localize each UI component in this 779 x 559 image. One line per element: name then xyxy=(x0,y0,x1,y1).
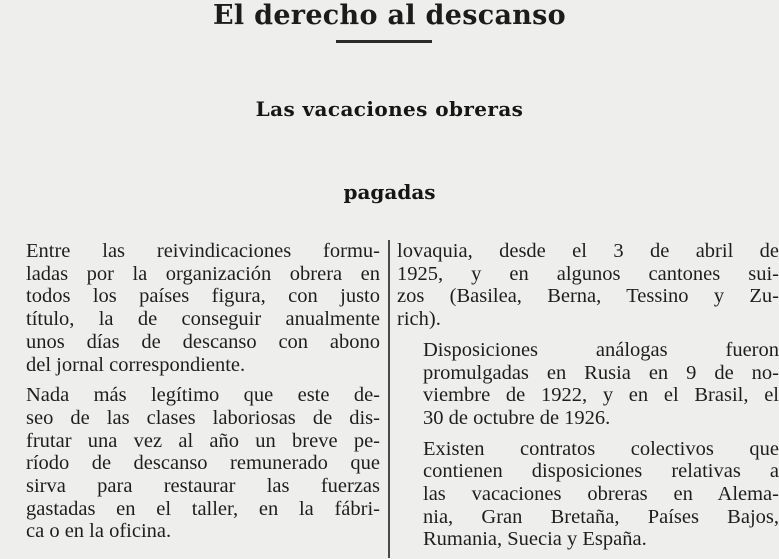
text-line: nia, Gran Bretaña, Países Bajos, xyxy=(423,505,779,528)
text-line: rich). xyxy=(397,308,441,331)
text-line: sirva para restaurar las fuerzas xyxy=(26,475,380,498)
paragraph xyxy=(397,339,779,430)
text-line: todos los países figura, con justo xyxy=(26,285,380,308)
left-column xyxy=(0,240,380,551)
text-line: gastadas en el taller, en la fábri- xyxy=(26,497,380,520)
text-line: Rumania, Suecia y España. xyxy=(423,528,647,551)
text-line: ríodo de descanso remunerado que xyxy=(26,452,380,475)
right-column xyxy=(397,240,779,559)
text-line: frutar una vez al año un breve pe- xyxy=(26,429,380,452)
paragraph xyxy=(397,438,779,552)
text-line: Entre las reivindicaciones formu- xyxy=(26,240,380,262)
kicker-rule xyxy=(336,40,432,43)
text-line: viembre de 1922, y en el Brasil, el xyxy=(423,384,779,407)
text-line: zos (Basilea, Berna, Tessino y Zu- xyxy=(397,285,779,308)
text-line: seo de las clases laboriosas de dis- xyxy=(26,406,380,429)
text-line: contienen disposiciones relativas a xyxy=(423,460,779,483)
text-line: ca o en la oficina. xyxy=(26,520,172,543)
paragraph xyxy=(397,240,779,331)
text-line: las vacaciones obreras en Alema- xyxy=(423,483,779,506)
text-line: Existen contratos colectivos que xyxy=(423,437,779,460)
text-line: 1925, y en algunos cantones sui- xyxy=(397,262,779,285)
paragraph xyxy=(0,240,380,376)
text-line: promulgadas en Rusia en 9 de no- xyxy=(423,361,779,384)
kicker-title: El derecho al descanso xyxy=(213,0,566,31)
headline-line-2: pagadas xyxy=(343,180,436,204)
text-line: título, la de conseguir anualmente xyxy=(26,308,380,331)
text-line: del jornal correspondiente. xyxy=(26,353,246,376)
column-divider xyxy=(388,240,390,558)
paragraph xyxy=(0,384,380,543)
text-line: ladas por la organización obrera en xyxy=(26,262,380,285)
headline-line-1: Las vacaciones obreras xyxy=(255,97,524,121)
text-line: unos días de descanso con abono xyxy=(26,330,380,353)
text-line: 30 de octubre de 1926. xyxy=(423,406,611,429)
text-line: Disposiciones análogas fueron xyxy=(423,338,779,361)
text-line: lovaquia, desde el 3 de abril de xyxy=(397,240,779,262)
text-line: Nada más legítimo que este de- xyxy=(26,384,380,407)
